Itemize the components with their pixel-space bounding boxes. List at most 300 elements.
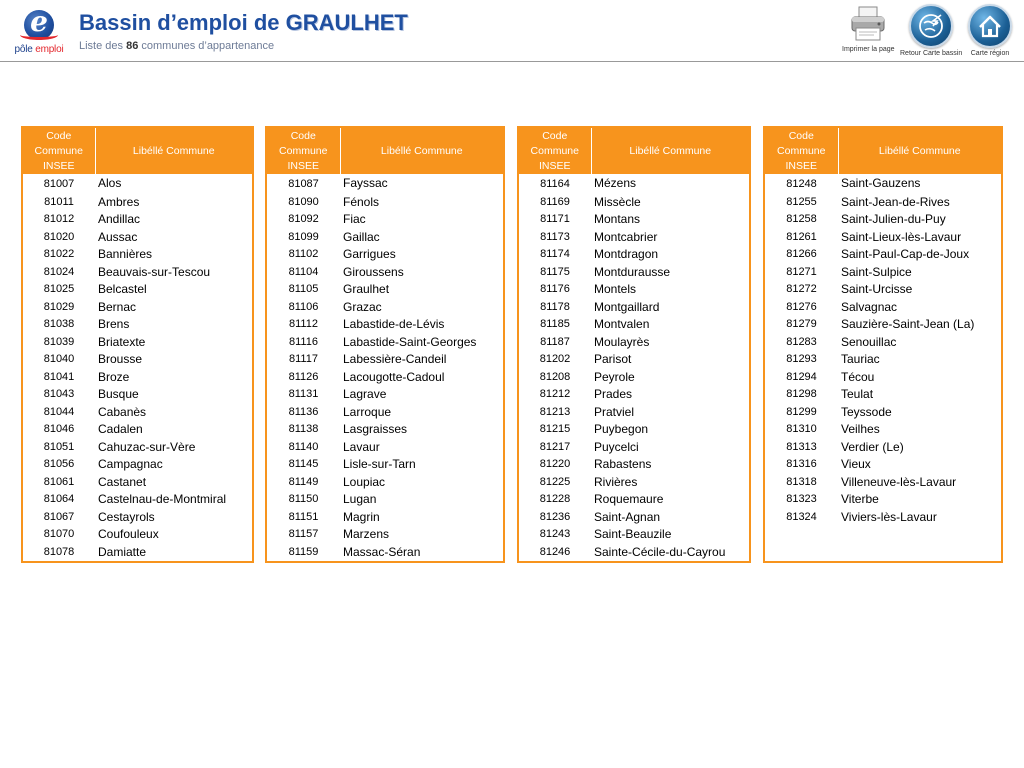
commune-name: Senouillac <box>841 334 897 349</box>
commune-name: Lacougotte-Cadoul <box>343 369 445 384</box>
table-row <box>519 404 749 422</box>
code-column-header: Code Commune INSEE <box>23 128 95 174</box>
pole-emploi-logo[interactable] <box>10 5 68 58</box>
title-city: GRAULHET <box>285 10 408 35</box>
commune-name: Peyrole <box>594 369 635 384</box>
table-row <box>267 194 503 212</box>
commune-code: 81117 <box>289 353 318 365</box>
table-row <box>23 404 252 422</box>
header <box>0 0 1024 62</box>
table-row <box>267 386 503 404</box>
table-row <box>267 264 503 282</box>
commune-name: Saint-Sulpice <box>841 264 912 279</box>
table-row <box>23 474 252 492</box>
communes-table <box>765 128 1001 561</box>
commune-code: 81169 <box>540 195 570 208</box>
table-row <box>23 369 252 387</box>
name-column-header: Libéllé Commune <box>340 128 503 174</box>
commune-name: Brousse <box>98 352 143 366</box>
empty-cell <box>838 526 1001 544</box>
table-row <box>519 456 749 474</box>
commune-name: Fayssac <box>343 176 388 190</box>
commune-code: 81011 <box>44 195 74 208</box>
table-row <box>267 509 503 527</box>
commune-name: Larroque <box>343 404 392 419</box>
table-row <box>765 264 1001 282</box>
commune-code: 81092 <box>288 213 319 225</box>
commune-code: 81294 <box>786 370 817 383</box>
table-row <box>267 174 503 194</box>
commune-code: 81323 <box>786 493 817 505</box>
commune-code: 81099 <box>288 230 319 243</box>
communes-table <box>519 128 749 561</box>
commune-name: Brens <box>98 317 130 331</box>
table-row <box>765 491 1001 509</box>
commune-code: 81324 <box>786 510 817 523</box>
table-row <box>23 456 252 474</box>
commune-name: Labastide-Saint-Georges <box>343 334 477 349</box>
table-row <box>23 299 252 317</box>
commune-code: 81258 <box>786 213 817 225</box>
logo-swoosh <box>20 30 58 40</box>
commune-code: 81007 <box>43 178 75 190</box>
commune-code: 81067 <box>43 510 75 523</box>
table-row <box>519 316 749 334</box>
commune-name: Lugan <box>343 492 377 506</box>
commune-name: Tauriac <box>841 352 880 366</box>
table-row <box>519 369 749 387</box>
commune-name: Graulhet <box>343 282 390 296</box>
commune-name: Missècle <box>594 194 641 209</box>
communes-table-1 <box>21 126 254 563</box>
commune-name: Lasgraisses <box>343 422 408 436</box>
commune-name: Saint-Urcisse <box>841 282 913 296</box>
commune-name: Aussac <box>98 229 138 244</box>
commune-code: 81157 <box>288 528 319 540</box>
commune-name: Puycelci <box>594 439 639 454</box>
commune-name: Massac-Séran <box>343 544 421 559</box>
commune-code: 81024 <box>43 265 75 278</box>
commune-code: 81255 <box>786 195 817 208</box>
commune-code: 81178 <box>540 300 570 313</box>
commune-code: 81051 <box>43 440 75 453</box>
commune-code: 81112 <box>289 318 318 330</box>
table-row <box>267 281 503 299</box>
commune-code: 81174 <box>540 248 570 260</box>
commune-code: 81020 <box>43 230 75 243</box>
table-header-row <box>765 128 1001 174</box>
commune-code: 81022 <box>43 248 75 260</box>
table-row <box>23 544 252 562</box>
commune-name: Saint-Lieux-lès-Lavaur <box>841 229 962 244</box>
commune-name: Técou <box>841 369 875 384</box>
table-row <box>765 439 1001 457</box>
table-row <box>765 334 1001 352</box>
table-row <box>519 439 749 457</box>
commune-code: 81187 <box>540 335 570 348</box>
communes-table-4 <box>763 126 1003 563</box>
logo-wordmark <box>10 44 68 55</box>
commune-code: 81061 <box>43 475 75 488</box>
commune-code: 81299 <box>786 405 817 418</box>
commune-name: Verdier (Le) <box>841 439 904 454</box>
region-map-button[interactable] <box>964 4 1016 57</box>
region-button-label: Carte région <box>970 50 1010 57</box>
commune-name: Fiac <box>343 212 366 226</box>
table-row <box>765 404 1001 422</box>
commune-name: Marzens <box>343 527 390 541</box>
commune-code: 81145 <box>288 458 319 470</box>
code-column-header: Code Commune INSEE <box>519 128 591 174</box>
communes-table <box>23 128 252 561</box>
table-row <box>765 316 1001 334</box>
commune-code: 81056 <box>43 458 75 470</box>
commune-name: Montans <box>594 212 641 226</box>
table-row <box>23 316 252 334</box>
table-row <box>267 526 503 544</box>
commune-name: Vieux <box>841 457 871 471</box>
table-row <box>23 174 252 194</box>
commune-name: Montgaillard <box>594 299 660 314</box>
empty-cell <box>765 544 838 562</box>
table-row <box>267 211 503 229</box>
commune-name: Puybegon <box>594 422 649 436</box>
communes-table-2 <box>265 126 505 563</box>
communes-table <box>267 128 503 561</box>
commune-name: Castelnau-de-Montmiral <box>98 492 227 506</box>
commune-code: 81276 <box>786 300 817 313</box>
commune-code: 81261 <box>786 230 817 243</box>
commune-name: Viterbe <box>841 492 879 506</box>
table-row <box>519 299 749 317</box>
commune-name: Campagnac <box>98 457 163 471</box>
empty-row <box>765 526 1001 544</box>
logo-text-right: emploi <box>32 44 64 55</box>
subtitle-prefix: Liste des <box>79 40 127 52</box>
commune-code: 81225 <box>539 475 571 488</box>
table-header-row <box>23 128 252 174</box>
table-row <box>765 211 1001 229</box>
name-column-header: Libéllé Commune <box>838 128 1001 174</box>
commune-code: 81293 <box>786 353 817 365</box>
commune-code: 81185 <box>540 318 570 330</box>
commune-code: 81149 <box>288 475 319 488</box>
commune-count: 86 <box>126 40 139 52</box>
table-row <box>267 491 503 509</box>
empty-cell <box>765 526 838 544</box>
commune-code: 81243 <box>539 528 571 540</box>
page-subtitle <box>79 40 274 52</box>
commune-name: Veilhes <box>841 422 880 436</box>
commune-name: Labastide-de-Lévis <box>343 317 445 331</box>
commune-code: 81070 <box>43 528 75 540</box>
commune-code: 81029 <box>43 300 75 313</box>
commune-code: 81217 <box>539 440 571 453</box>
table-row <box>267 421 503 439</box>
table-row <box>519 544 749 562</box>
commune-code: 81220 <box>539 458 571 470</box>
commune-code: 81164 <box>540 178 570 190</box>
commune-name: Beauvais-sur-Tescou <box>98 264 211 279</box>
logo-e-letter: e <box>30 5 48 38</box>
table-row <box>23 334 252 352</box>
table-row <box>267 544 503 562</box>
commune-name: Moulayrès <box>594 334 650 349</box>
table-row <box>23 246 252 264</box>
table-row <box>267 334 503 352</box>
commune-name: Gaillac <box>343 229 380 244</box>
commune-code: 81318 <box>786 475 817 488</box>
commune-name: Teyssode <box>841 404 892 419</box>
commune-name: Loupiac <box>343 474 386 489</box>
table-row <box>267 246 503 264</box>
back-to-basin-map-button[interactable] <box>900 4 962 57</box>
commune-code: 81283 <box>786 335 817 348</box>
commune-code: 81313 <box>786 440 817 453</box>
table-row <box>765 246 1001 264</box>
commune-name: Fénols <box>343 194 380 209</box>
commune-code: 81279 <box>786 318 817 330</box>
commune-name: Cadalen <box>98 422 143 436</box>
commune-code: 81266 <box>786 248 817 260</box>
commune-name: Montvalen <box>594 317 650 331</box>
commune-name: Coufouleux <box>98 527 159 541</box>
commune-code: 81310 <box>786 423 817 435</box>
table-row <box>519 526 749 544</box>
table-row <box>519 211 749 229</box>
table-row <box>267 456 503 474</box>
back-button-label: Retour Carte bassin <box>900 50 963 57</box>
table-row <box>765 509 1001 527</box>
commune-code: 81173 <box>540 230 570 243</box>
commune-code: 81202 <box>539 353 571 365</box>
commune-code: 81316 <box>786 458 817 470</box>
commune-code: 81043 <box>43 388 75 400</box>
commune-code: 81040 <box>43 353 75 365</box>
table-row <box>519 491 749 509</box>
table-row <box>765 299 1001 317</box>
print-button[interactable] <box>842 4 894 53</box>
commune-code: 81228 <box>539 493 571 505</box>
commune-code: 81175 <box>540 265 570 278</box>
table-row <box>519 229 749 247</box>
table-row <box>519 194 749 212</box>
commune-code: 81248 <box>786 178 817 190</box>
commune-name: Lisle-sur-Tarn <box>343 457 416 471</box>
commune-name: Cabanès <box>98 404 147 419</box>
table-row <box>519 334 749 352</box>
commune-name: Mézens <box>594 176 637 190</box>
commune-name: Teulat <box>841 387 874 401</box>
commune-code: 81272 <box>786 283 817 295</box>
table-row <box>23 386 252 404</box>
commune-code: 81138 <box>288 423 319 435</box>
table-row <box>267 316 503 334</box>
table-row <box>23 509 252 527</box>
commune-code: 81041 <box>43 370 75 383</box>
title-prefix: Bassin d’emploi de <box>79 10 286 35</box>
commune-name: Rabastens <box>594 457 652 471</box>
commune-name: Rivières <box>594 474 638 489</box>
commune-name: Villeneuve-lès-Lavaur <box>841 474 957 489</box>
commune-code: 81105 <box>288 283 319 295</box>
empty-row <box>765 544 1001 562</box>
logo-text-left: pôle <box>14 44 33 55</box>
table-row <box>23 526 252 544</box>
commune-code: 81176 <box>540 283 570 295</box>
table-row <box>519 264 749 282</box>
commune-code: 81208 <box>539 370 571 383</box>
commune-code: 81151 <box>288 510 319 523</box>
commune-name: Saint-Gauzens <box>841 176 921 190</box>
table-row <box>765 421 1001 439</box>
table-row <box>23 264 252 282</box>
table-row <box>23 351 252 369</box>
table-header-row <box>519 128 749 174</box>
commune-code: 81236 <box>539 510 571 523</box>
commune-name: Giroussens <box>343 264 404 279</box>
commune-code: 81213 <box>539 405 571 418</box>
commune-code: 81025 <box>43 283 75 295</box>
commune-name: Damiatte <box>98 544 147 559</box>
table-row <box>765 386 1001 404</box>
commune-code: 81044 <box>43 405 75 418</box>
table-row <box>765 194 1001 212</box>
commune-code: 81212 <box>539 388 571 400</box>
commune-code: 81087 <box>288 178 319 190</box>
commune-code: 81215 <box>539 423 571 435</box>
commune-name: Grazac <box>343 299 382 314</box>
empty-cell <box>838 544 1001 562</box>
communes-table-3 <box>517 126 751 563</box>
commune-name: Broze <box>98 369 130 384</box>
table-row <box>765 474 1001 492</box>
home-icon <box>968 4 1012 48</box>
commune-name: Garrigues <box>343 247 396 261</box>
table-row <box>267 299 503 317</box>
commune-code: 81046 <box>43 423 75 435</box>
table-row <box>23 194 252 212</box>
commune-name: Saint-Julien-du-Puy <box>841 212 946 226</box>
commune-code: 81246 <box>539 545 571 558</box>
commune-name: Montdurausse <box>594 264 671 279</box>
commune-name: Roquemaure <box>594 492 664 506</box>
commune-code: 81150 <box>288 493 319 505</box>
commune-code: 81131 <box>288 388 319 400</box>
commune-name: Montcabrier <box>594 229 658 244</box>
commune-name: Bannières <box>98 247 153 261</box>
table-row <box>23 439 252 457</box>
table-row <box>23 229 252 247</box>
commune-name: Briatexte <box>98 334 146 349</box>
commune-code: 81104 <box>288 265 319 278</box>
table-row <box>267 474 503 492</box>
commune-name: Ambres <box>98 194 140 209</box>
commune-name: Labessière-Candeil <box>343 352 447 366</box>
commune-name: Salvagnac <box>841 299 898 314</box>
table-row <box>267 229 503 247</box>
table-row <box>519 386 749 404</box>
basin-map-icon <box>909 4 953 48</box>
table-row <box>519 174 749 194</box>
header-divider <box>0 61 1024 62</box>
print-button-label: Imprimer la page <box>842 46 895 53</box>
table-header-row <box>267 128 503 174</box>
commune-name: Cahuzac-sur-Vère <box>98 439 196 454</box>
table-row <box>765 369 1001 387</box>
commune-name: Pratviel <box>594 404 635 419</box>
commune-name: Saint-Jean-de-Rives <box>841 194 950 209</box>
commune-code: 81106 <box>288 300 319 313</box>
commune-name: Montels <box>594 282 637 296</box>
commune-name: Saint-Agnan <box>594 509 661 524</box>
commune-name: Sauzière-Saint-Jean (La) <box>841 317 975 331</box>
page-title <box>79 10 408 36</box>
code-column-header: Code Commune INSEE <box>267 128 340 174</box>
commune-code: 81038 <box>43 318 75 330</box>
commune-name: Bernac <box>98 299 137 314</box>
commune-name: Saint-Paul-Cap-de-Joux <box>841 247 970 261</box>
commune-name: Parisot <box>594 352 632 366</box>
commune-code: 81271 <box>786 265 817 278</box>
commune-name: Prades <box>594 387 633 401</box>
table-row <box>765 229 1001 247</box>
commune-code: 81136 <box>288 405 319 418</box>
table-row <box>519 509 749 527</box>
table-row <box>267 351 503 369</box>
table-row <box>765 174 1001 194</box>
commune-code: 81171 <box>540 213 570 225</box>
table-row <box>267 439 503 457</box>
commune-code: 81126 <box>288 370 319 383</box>
commune-name: Lavaur <box>343 439 380 454</box>
commune-code: 81116 <box>289 335 318 348</box>
commune-name: Lagrave <box>343 387 387 401</box>
commune-name: Saint-Beauzile <box>594 527 672 541</box>
table-row <box>23 421 252 439</box>
commune-name: Alos <box>98 176 122 190</box>
commune-code: 81064 <box>43 493 75 505</box>
commune-code: 81140 <box>288 440 319 453</box>
commune-code: 81012 <box>43 213 75 225</box>
table-row <box>267 404 503 422</box>
commune-code: 81090 <box>288 195 319 208</box>
commune-code: 81078 <box>43 545 75 558</box>
table-row <box>765 456 1001 474</box>
commune-name: Belcastel <box>98 282 147 296</box>
table-row <box>519 421 749 439</box>
commune-code: 81298 <box>786 388 817 400</box>
commune-name: Busque <box>98 387 139 401</box>
table-row <box>519 351 749 369</box>
commune-code: 81159 <box>288 545 319 558</box>
table-row <box>519 474 749 492</box>
table-row <box>23 211 252 229</box>
commune-name: Andillac <box>98 212 141 226</box>
commune-name: Cestayrols <box>98 509 155 524</box>
name-column-header: Libéllé Commune <box>591 128 749 174</box>
table-row <box>519 246 749 264</box>
commune-code: 81039 <box>43 335 75 348</box>
commune-name: Montdragon <box>594 247 659 261</box>
commune-name: Castanet <box>98 474 147 489</box>
subtitle-suffix: communes d’appartenance <box>138 40 275 52</box>
code-column-header: Code Commune INSEE <box>765 128 838 174</box>
table-row <box>23 491 252 509</box>
table-row <box>765 351 1001 369</box>
commune-name: Viviers-lès-Lavaur <box>841 509 937 524</box>
commune-name: Sainte-Cécile-du-Cayrou <box>594 544 726 559</box>
